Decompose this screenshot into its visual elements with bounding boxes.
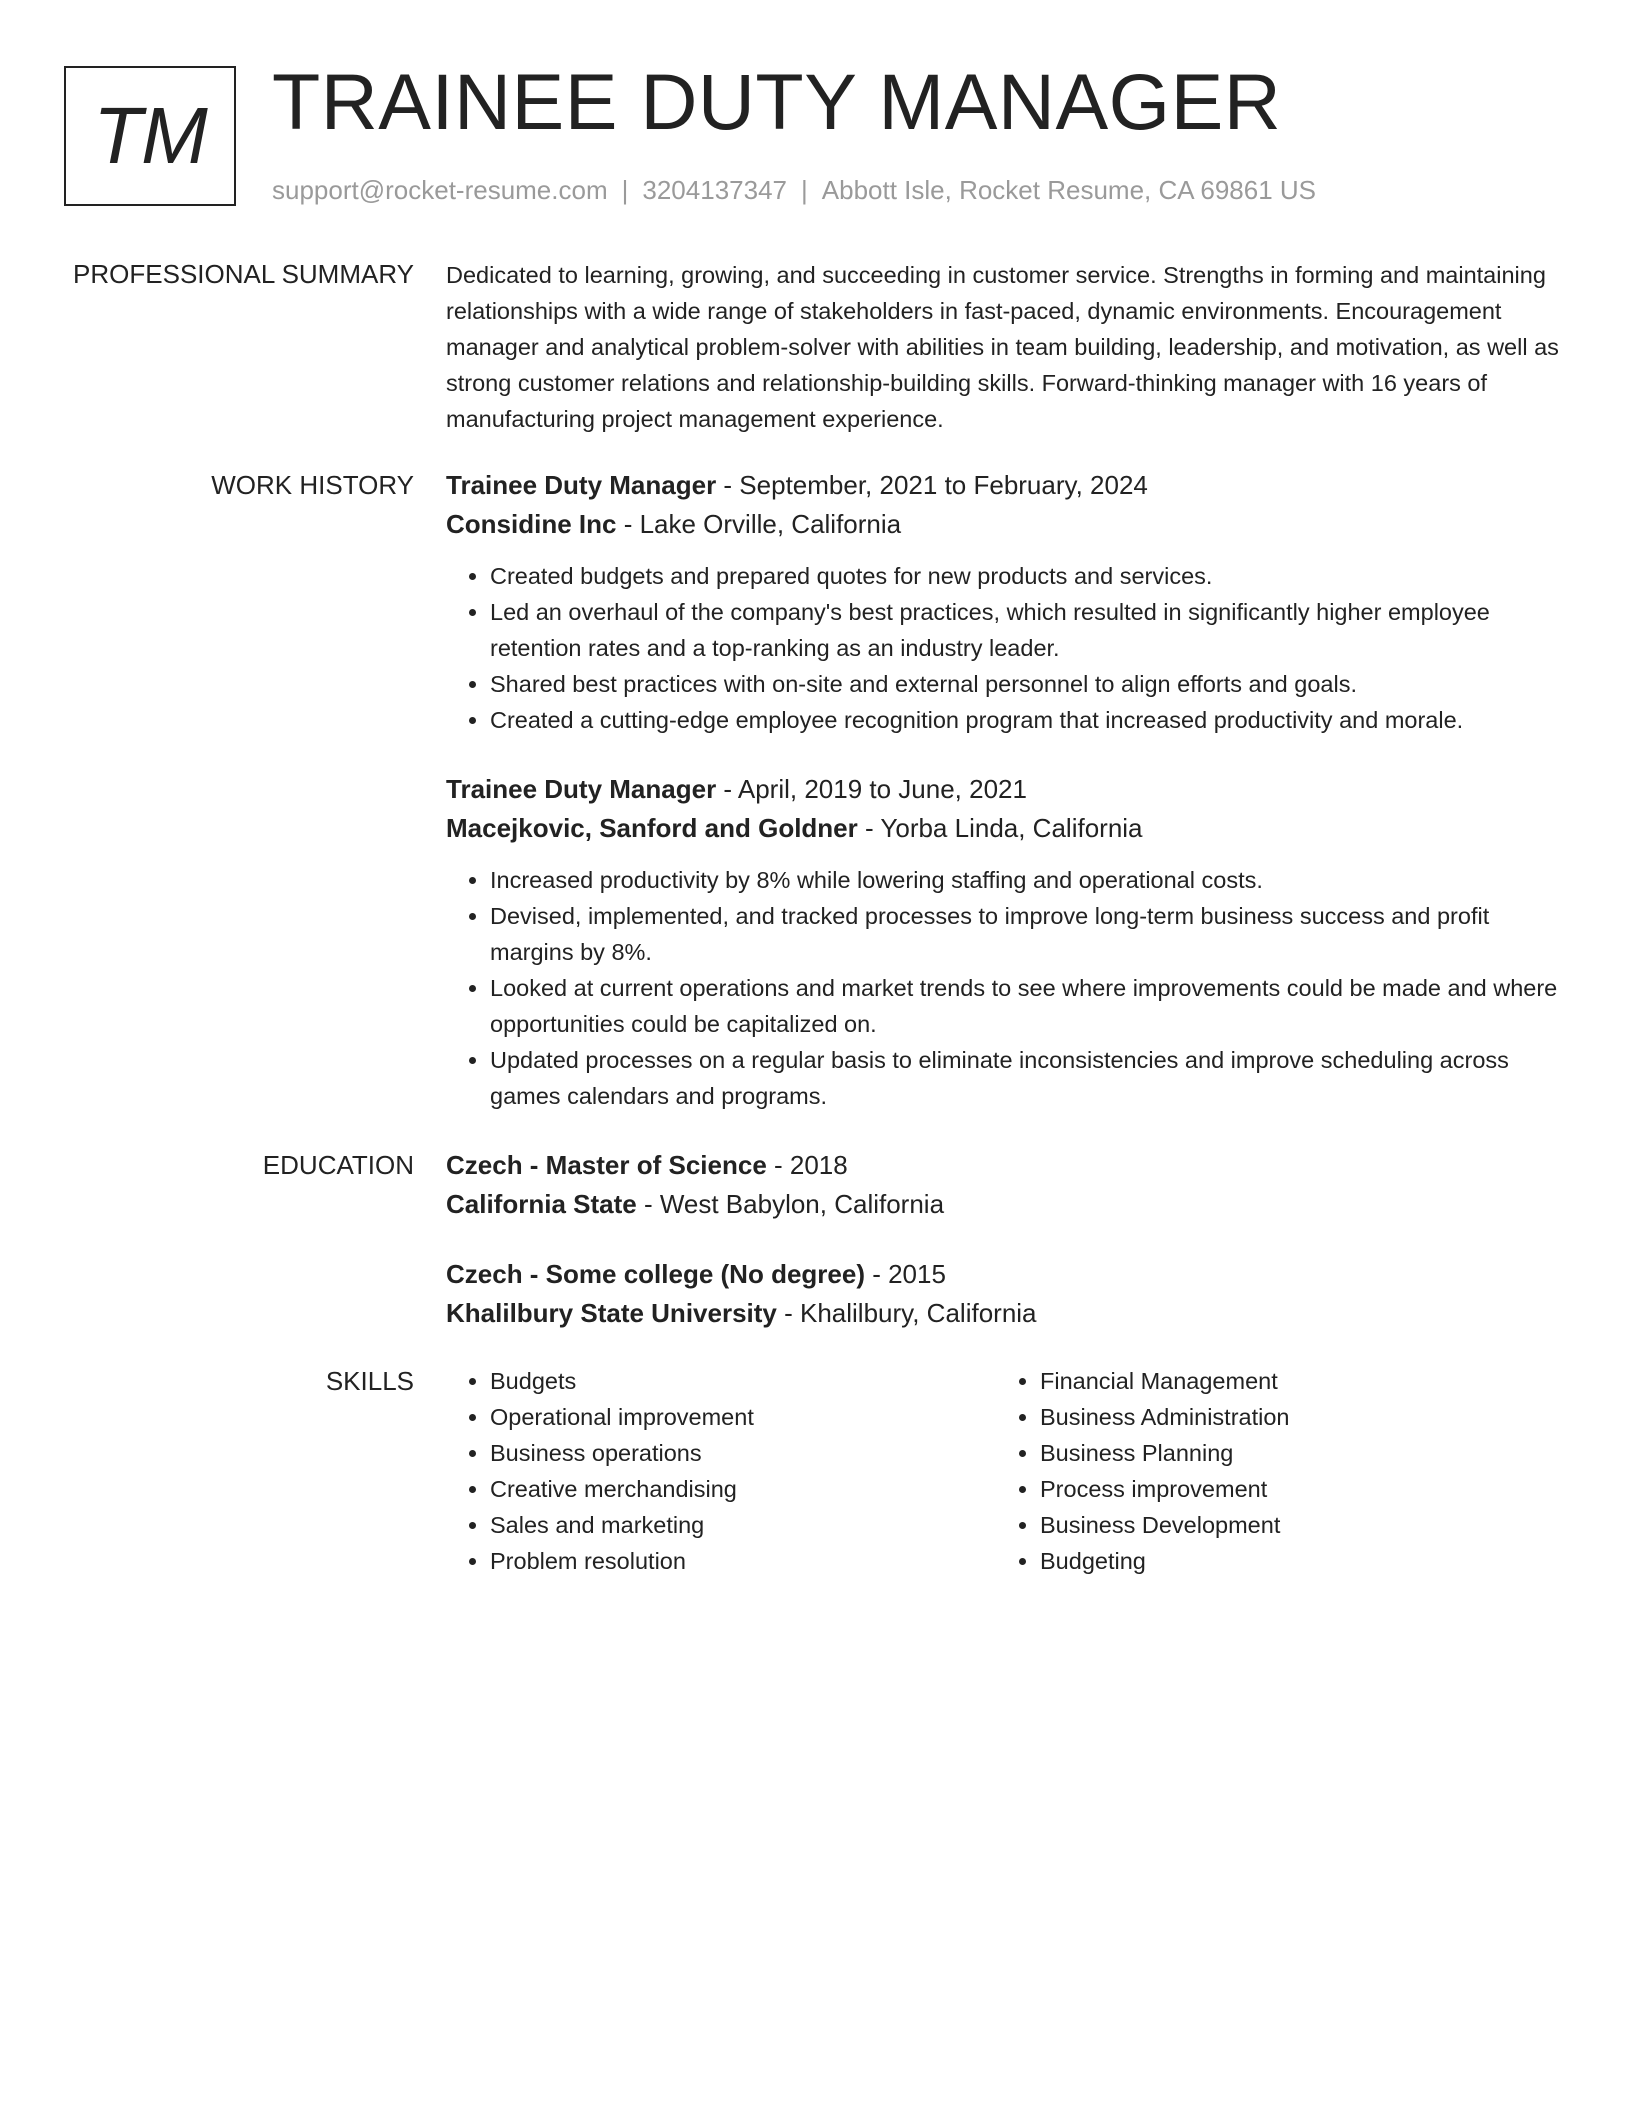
job-bullet: • Created budgets and prepared quotes for new products and services. [490,558,1566,594]
skill-item: • Operational improvement [490,1399,996,1435]
skill-item: • Business operations [490,1435,996,1471]
edu-degree: Czech - Some college (No degree) [446,1259,865,1289]
job-bullet: • Updated processes on a regular basis to eliminate inconsistencies and improve scheduling across games calendars and programs. [490,1042,1566,1114]
job-dates: - September, 2021 to February, 2024 [716,470,1148,500]
skill-item: • Budgets [490,1363,996,1399]
contact-separator: | [801,175,808,205]
skills-list [446,1363,1566,1579]
edu-school: Khalilbury State University [446,1298,777,1328]
skill-item: • Budgeting [1040,1543,1546,1579]
edu-degree: Czech - Master of Science [446,1150,767,1180]
contact-email[interactable]: support@rocket-resume.com [272,175,608,205]
edu-degree-line [446,1146,1566,1185]
edu-school: California State [446,1189,637,1219]
skills-column-right [996,1363,1546,1579]
edu-degree-line [446,1255,1566,1294]
contact-phone[interactable]: 3204137347 [642,175,787,205]
skill-item: • Creative merchandising [490,1471,996,1507]
skills-column-left [446,1363,996,1579]
job-dates: - April, 2019 to June, 2021 [716,774,1027,804]
job-bullet: • Looked at current operations and market trends to see where improvements could be made and where opportunities could be capitalized on. [490,970,1566,1042]
education-entry [446,1146,1566,1224]
edu-school-line [446,1185,1566,1224]
job-bullets [446,862,1566,1114]
contact-line [272,172,1316,208]
section-label-skills: SKILLS [325,1366,414,1396]
section-label-education: EDUCATION [262,1150,414,1180]
job-title-line [446,770,1566,809]
job-title-line [446,466,1566,505]
job-bullet: • Led an overhaul of the company's best practices, which resulted in significantly higher employee retention rates and a top-ranking as an industry leader. [490,594,1566,666]
job-bullet: • Increased productivity by 8% while lowering staffing and operational costs. [490,862,1566,898]
skill-item: • Business Administration [1040,1399,1546,1435]
contact-address: Abbott Isle, Rocket Resume, CA 69861 US [821,175,1317,205]
job-bullet: • Devised, implemented, and tracked processes to improve long-term business success and profit margins by 8%. [490,898,1566,970]
job-bullet: • Shared best practices with on-site and external personnel to align efforts and goals. [490,666,1566,702]
job-company-line [446,809,1566,848]
page-title: TRAINEE DUTY MANAGER [272,57,1282,146]
skill-item: • Financial Management [1040,1363,1546,1399]
edu-year: - 2015 [864,1259,946,1289]
job-title: Trainee Duty Manager [446,470,717,500]
skill-item: • Problem resolution [490,1543,996,1579]
skill-item: • Sales and marketing [490,1507,996,1543]
job-bullet: • Created a cutting-edge employee recognition program that increased productivity and morale. [490,702,1566,738]
job-location: - Lake Orville, California [616,509,902,539]
job-title: Trainee Duty Manager [446,774,717,804]
edu-location: - West Babylon, California [636,1189,945,1219]
job-company: Considine Inc [446,509,617,539]
job-entry [446,466,1566,738]
skill-item: • Business Development [1040,1507,1546,1543]
job-company-line [446,505,1566,544]
edu-year: - 2018 [766,1150,848,1180]
job-location: - Yorba Linda, California [857,813,1143,843]
summary-text: Dedicated to learning, growing, and succeeding in customer service. Strengths in forming and maintaining relationships with a wide range of stakeholders in fast-paced, dynamic environments. Encouragement manager and analytical problem-solver with abilities in team building, leadership, and motivation, as well as strong customer relations and relationship-building skills. Forward-thinking manager with 16 years of manufacturing project management experience. [446,262,1559,432]
skill-item: • Business Planning [1040,1435,1546,1471]
edu-school-line [446,1294,1566,1333]
education-entry [446,1255,1566,1333]
monogram: TM [64,66,236,206]
skill-item: • Process improvement [1040,1471,1546,1507]
job-bullets [446,558,1566,738]
contact-separator: | [621,175,629,205]
edu-location: - Khalilbury, California [776,1298,1037,1328]
job-entry [446,770,1566,1114]
section-label-summary: PROFESSIONAL SUMMARY [73,259,414,289]
section-label-work-history: WORK HISTORY [211,470,414,500]
job-company: Macejkovic, Sanford and Goldner [446,813,858,843]
